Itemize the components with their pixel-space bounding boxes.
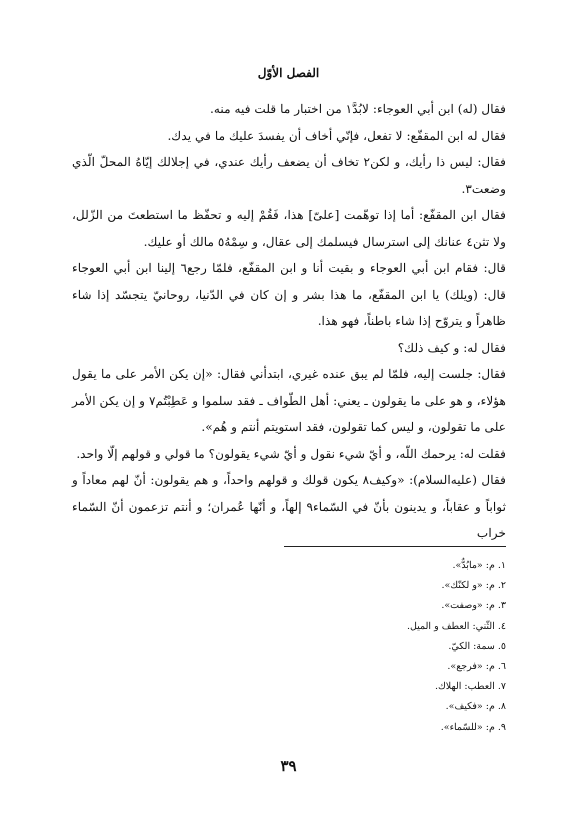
footnote: ٤. الثّني: العطف و الميل. xyxy=(406,620,506,632)
paragraph: فقال ابن المقفّع: أما إذا توهّمت [علىّ] هذا، فَقُمْ إليه و تحفّظ ما استطعتَ من الزّلل، ولا تثن٤ عنانك إلى استرسال فيسلمك إلى عقال، و سِمْهُ٥ مالك أو عليك. xyxy=(72,208,506,249)
paragraph: فقلت له: يرحمك اللّه، و أيّ شيء نقول و أيّ شيء يقولون؟ ما قولي و قولهم إلّا واحد. xyxy=(76,446,506,461)
footnotes xyxy=(246,556,506,738)
paragraph: قال: فقام ابن أبي العوجاء و بقيت أنا و ابن المقفّع، فلمّا رجع٦ إلينا ابن أبي العوجاء قال: (ويلك) يا ابن المقفّع، ما هذا بشر و إن كان في الدّنيا، روحانيّ يتجسّد إذا شاء ظاهراً و يتروّح إذا شاء باطناً، فهو هذا. xyxy=(72,261,506,328)
paragraph: فقال له ابن المقفّع: لا تفعل، فإنّي أخاف أن يفسدَ عليك ما في يدك. xyxy=(167,128,506,143)
paragraph: فقال: جلست إليه، فلمّا لم يبق عنده غيري، ابتدأني فقال: «إن يكن الأمر على ما يقول هؤلاء، و هو على ما يقولون ـ يعني: أهل الطّواف ـ فقد سلموا و عَطِبْتُم٧ و إن يكن الأمر على ما تقولون، و ليس كما تقولون، فقد استويتم أنتم و هُم». xyxy=(72,367,506,434)
footnote: ٣. م: «وصفت». xyxy=(441,600,506,612)
footnote: ٦. م: «فرجع». xyxy=(447,661,506,673)
paragraph: فقال (عليه‌السلام): «وكيف٨ يكون قولك و قولهم واحداً، و هم يقولون: أنّ لهم معاداً و ثواباً و عقاباً، و يدينون بأنّ في السّماء٩ إلهاً، و أنّها عُمران؛ و أنتم تزعمون أنّ السّماء خراب xyxy=(72,473,506,540)
running-head: الفصل الأوّل xyxy=(257,66,320,80)
footnote: ٧. العطب: الهلاك. xyxy=(434,681,506,693)
paragraph: فقال: ليس ذا رأيك، و لكن٢ تخاف أن يضعف رأيك عندي، في إجلالك إيّاهُ المحلّ الّذي وضعت٣. xyxy=(72,155,506,196)
paragraph: فقال له: و كيف ذلك؟ xyxy=(397,340,506,355)
footnote: ١. م: «مابُدٌّ». xyxy=(452,560,506,571)
footnote: ٨. م: «فكيف». xyxy=(445,701,506,713)
footnote: ٢. م: «و لكنّك». xyxy=(441,580,506,592)
paragraph: فقال (له) ابن أبي العوجاء: لابُدَّ١ من اختبار ما قلت فيه منه. xyxy=(210,102,506,116)
footnote: ٥. سمة: الكيّ. xyxy=(448,640,506,652)
main-text xyxy=(72,96,506,547)
footnote-separator xyxy=(284,546,506,547)
page-number: ٣٩ xyxy=(280,757,297,775)
footnote: ٩. م: «للسّماء». xyxy=(440,721,506,733)
